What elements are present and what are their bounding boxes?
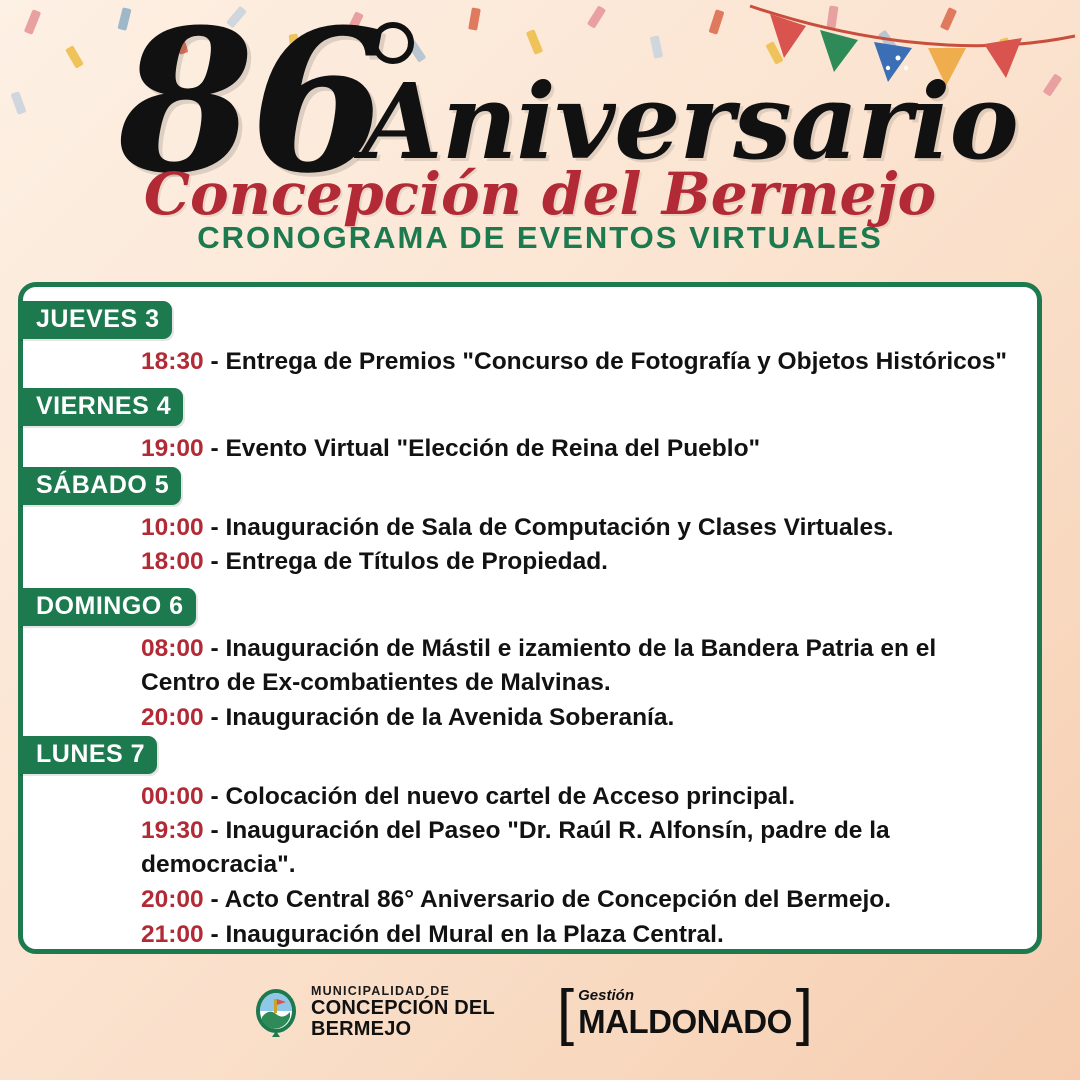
- event-item: [141, 632, 1015, 700]
- day-tag: VIERNES 4: [18, 388, 183, 426]
- event-dash: -: [210, 782, 219, 810]
- spacer: [23, 580, 1015, 588]
- event-text: Inauguración de Mástil e izamiento de la Bandera Patria en el Centro de Ex-combatientes de Malvinas.: [141, 635, 937, 696]
- event-list: [23, 511, 1015, 580]
- event-time: 21:00: [141, 920, 204, 948]
- degree-symbol-icon: [372, 22, 414, 64]
- event-item: [141, 918, 1015, 952]
- coat-of-arms-icon: [253, 987, 299, 1039]
- event-time: 10:00: [141, 513, 204, 541]
- bracket-right: ]: [795, 978, 814, 1047]
- day-tag: SÁBADO 5: [18, 467, 181, 505]
- event-text: Inauguración de Sala de Computación y Clases Virtuales.: [225, 513, 894, 541]
- event-dash: -: [210, 920, 219, 948]
- event-text: Inauguración del Paseo "Dr. Raúl R. Alfonsín, padre de la democracia".: [141, 817, 890, 879]
- footer: [0, 978, 1080, 1047]
- poster-header: [0, 0, 1080, 256]
- event-list: [23, 345, 1015, 379]
- event-time: 00:00: [141, 782, 204, 810]
- event-dash: -: [210, 348, 219, 375]
- event-item: [141, 345, 1015, 379]
- event-time: 19:00: [141, 434, 204, 462]
- event-dash: -: [210, 513, 219, 541]
- event-time: 19:30: [141, 817, 204, 845]
- gestion-maldonado-logo: [543, 978, 827, 1047]
- event-dash: -: [210, 703, 219, 731]
- event-dash: -: [210, 817, 219, 845]
- event-dash: -: [210, 548, 219, 576]
- event-dash: -: [210, 635, 219, 663]
- spacer: [23, 380, 1015, 388]
- event-list: [23, 632, 1015, 734]
- event-text: Inauguración del Mural en la Plaza Central.: [225, 920, 724, 948]
- event-item: [141, 814, 1015, 882]
- title-row: [0, 0, 1080, 228]
- gestion-line1: Gestión: [578, 987, 634, 1005]
- event-dash: -: [210, 434, 219, 462]
- event-time: 18:30: [141, 348, 204, 375]
- city-name: Concepción del Bermejo: [143, 160, 937, 228]
- day-block-lunes: [23, 736, 1015, 952]
- anniversary-number: 86: [118, 0, 383, 217]
- section-title: CRONOGRAMA DE EVENTOS VIRTUALES: [197, 220, 883, 255]
- event-time: 08:00: [141, 635, 204, 663]
- bracket-left: [: [556, 978, 575, 1047]
- day-tag: JUEVES 3: [18, 301, 172, 339]
- gestion-line2: MALDONADO: [578, 1003, 792, 1041]
- event-time: 18:00: [141, 548, 204, 576]
- event-text: Entrega de Premios "Concurso de Fotografía y Objetos Históricos": [225, 348, 1007, 375]
- anniversary-word: Aniversario: [362, 60, 1018, 183]
- event-text: Evento Virtual "Elección de Reina del Pueblo": [225, 434, 761, 462]
- event-dash: -: [210, 885, 219, 913]
- municipality-text: [311, 985, 495, 1040]
- event-time: 20:00: [141, 885, 204, 913]
- municipality-line3: BERMEJO: [310, 1018, 412, 1041]
- event-text: Colocación del nuevo cartel de Acceso principal.: [225, 782, 796, 810]
- event-item: [141, 432, 1015, 466]
- day-tag: DOMINGO 6: [18, 588, 196, 626]
- municipality-line2: CONCEPCIÓN DEL: [310, 997, 495, 1020]
- event-text: Inauguración de la Avenida Soberanía.: [225, 703, 675, 731]
- event-text: Entrega de Títulos de Propiedad.: [225, 548, 608, 576]
- municipality-line1: MUNICIPALIDAD DE: [310, 984, 451, 999]
- event-item: [141, 883, 1015, 917]
- schedule-card: [18, 282, 1042, 954]
- day-block-jueves: [23, 301, 1015, 379]
- municipality-logo: [253, 985, 495, 1040]
- event-item: [141, 545, 1015, 579]
- event-list: [23, 780, 1015, 952]
- day-block-domingo: [23, 588, 1015, 734]
- day-block-sabado: [23, 467, 1015, 580]
- gestion-text: [574, 987, 796, 1041]
- event-item: [141, 511, 1015, 545]
- event-time: 20:00: [141, 703, 204, 731]
- event-item: [141, 701, 1015, 735]
- event-text: Acto Central 86° Aniversario de Concepción del Bermejo.: [224, 885, 892, 913]
- day-block-viernes: [23, 388, 1015, 466]
- day-tag: LUNES 7: [18, 736, 157, 774]
- event-item: [141, 780, 1015, 814]
- event-list: [23, 432, 1015, 466]
